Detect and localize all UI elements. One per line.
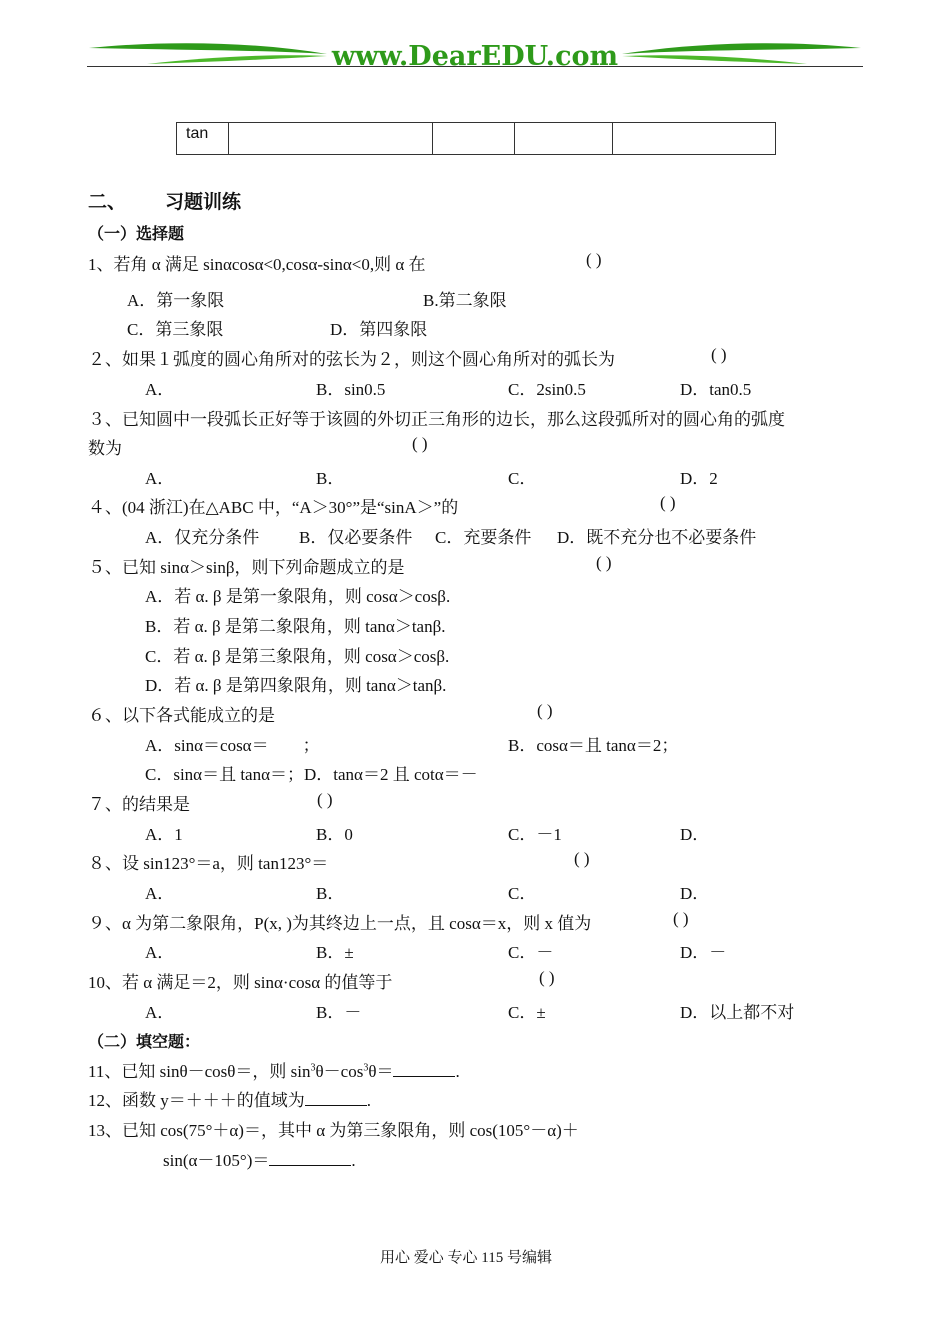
option: B．若 α. β 是第二象限角，则 tanα＞tanβ.: [145, 617, 446, 636]
option: D．2: [680, 469, 718, 488]
option: C．第三象限: [127, 320, 224, 339]
superscript: 3: [310, 1062, 316, 1074]
fill-question-11: [88, 1057, 460, 1082]
answer-paren: ( ): [574, 849, 590, 868]
option: A．仅充分条件: [145, 528, 260, 547]
option: A．sinα＝cosα＝ ；: [145, 736, 320, 755]
option: C．－: [508, 943, 554, 962]
table-row-label: tan: [186, 125, 209, 142]
option: B．±: [316, 943, 354, 962]
question-stem: 10、若 α 满足＝2，则 sinα·cosα 的值等于: [88, 973, 393, 992]
option: B．仅必要条件: [299, 528, 413, 547]
question-stem: ２、如果１弧度的圆心角所对的弦长为２，则这个圆心角所对的弧长为: [88, 350, 615, 369]
question-stem: 1、若角 α 满足 sinαcosα<0,cosα-sinα<0,则 α 在: [88, 255, 426, 274]
option: C．－1: [508, 825, 562, 844]
question-stem: ４、(04 浙江)在△ABC 中，“A＞30°”是“sinA＞”的: [88, 498, 459, 517]
answer-paren: ( ): [711, 345, 727, 364]
fill-text: θ＝: [368, 1062, 394, 1081]
question-stem: ６、以下各式能成立的是: [88, 706, 275, 725]
trig-table: [176, 122, 776, 155]
option: D．既不充分也不必要条件: [557, 528, 757, 547]
answer-paren: ( ): [660, 493, 676, 512]
question-stem: ８、设 sin123°＝a，则 tan123°＝: [88, 854, 329, 873]
answer-paren: ( ): [673, 909, 689, 928]
option: D．tan0.5: [680, 380, 752, 399]
footer-text: 用心 爱心 专心 115 号编辑: [380, 1250, 552, 1266]
option: A．: [145, 380, 175, 399]
option: B．－: [316, 1003, 362, 1022]
answer-paren: ( ): [537, 701, 553, 720]
answer-blank[interactable]: [393, 1062, 455, 1077]
option: B．: [316, 469, 345, 488]
table-cell: [433, 123, 515, 154]
option: B．sin0.5: [316, 380, 386, 399]
question-stem-continued: 数为: [88, 439, 122, 458]
question-stem: ５、已知 sinα＞sinβ，则下列命题成立的是: [88, 558, 405, 577]
answer-blank[interactable]: [305, 1091, 367, 1106]
option: A．第一象限: [127, 291, 225, 310]
option: D．若 α. β 是第四象限角，则 tanα＞tanβ.: [145, 676, 447, 695]
option: D．－: [680, 943, 727, 962]
section-number: 二、: [88, 191, 127, 213]
option: B．0: [316, 825, 353, 844]
option: C．: [508, 469, 537, 488]
site-logo-text: www.DearEDU.com: [331, 41, 619, 70]
question-stem: ３、已知圆中一段弧长正好等于该圆的外切正三角形的边长，那么这段弧所对的圆心角的弧度: [88, 410, 785, 429]
left-swoosh-icon: [89, 43, 327, 54]
part1-title: （一）选择题: [88, 224, 185, 243]
fill-text: θ－cos: [315, 1062, 364, 1081]
option: B．: [316, 884, 345, 903]
answer-paren: ( ): [586, 250, 602, 269]
option: A．若 α. β 是第一象限角，则 cosα＞cosβ.: [145, 587, 451, 606]
left-swoosh-lower-icon: [147, 55, 327, 64]
fill-text: .: [351, 1151, 356, 1170]
fill-question-12: [88, 1086, 371, 1111]
option: B．cosα＝且 tanα＝2；: [508, 736, 679, 755]
question-stem: ９、α 为第二象限角，P(x, )为其终边上一点，且 cosα＝x，则 x 值为: [88, 914, 592, 933]
right-swoosh-icon: [622, 43, 861, 54]
table-cell: [229, 123, 433, 154]
option: C．: [508, 884, 537, 903]
fill-text: sin(α－105°)＝: [163, 1151, 270, 1170]
option: D．: [680, 825, 710, 844]
option: B.第二象限: [423, 291, 507, 310]
fill-text: 11、已知 sinθ－cosθ＝，则 sin: [88, 1062, 311, 1081]
table-cell: [515, 123, 613, 154]
option: D．第四象限: [330, 320, 428, 339]
option: A．: [145, 469, 175, 488]
right-swoosh-lower-icon: [622, 55, 807, 64]
question-stem: ７、的结果是: [88, 795, 190, 814]
header-rule: [87, 66, 863, 67]
fill-text: 13、已知 cos(75°＋α)＝，其中 α 为第三象限角，则 cos(105°－α)＋: [88, 1121, 579, 1140]
fill-text: 12、函数 y＝＋＋＋的值域为: [88, 1091, 305, 1110]
answer-blank[interactable]: [269, 1151, 351, 1166]
superscript: 3: [363, 1062, 369, 1074]
section-title: 习题训练: [165, 191, 242, 213]
part2-title: （二）填空题：: [88, 1032, 201, 1051]
fill-question-13-line2: [163, 1146, 356, 1171]
option: A．: [145, 943, 175, 962]
option: C．充要条件: [435, 528, 532, 547]
option: C．2sin0.5: [508, 380, 586, 399]
option: C．±: [508, 1003, 546, 1022]
answer-paren: ( ): [596, 553, 612, 572]
option: A．1: [145, 825, 183, 844]
fill-text: .: [455, 1062, 460, 1081]
answer-paren: ( ): [539, 968, 555, 987]
fill-question-13: [88, 1116, 579, 1141]
option: C．sinα＝且 tanα＝；D．tanα＝2 且 cotα＝－: [145, 765, 478, 784]
option: C．若 α. β 是第三象限角，则 cosα＞cosβ.: [145, 647, 450, 666]
answer-paren: ( ): [317, 790, 333, 809]
answer-paren: ( ): [412, 434, 428, 453]
option: A．: [145, 884, 175, 903]
option: D．以上都不对: [680, 1003, 795, 1022]
option: D．: [680, 884, 710, 903]
header-banner: [87, 36, 863, 70]
table-cell: [177, 123, 229, 154]
option: A．: [145, 1003, 175, 1022]
fill-text: .: [366, 1091, 371, 1110]
